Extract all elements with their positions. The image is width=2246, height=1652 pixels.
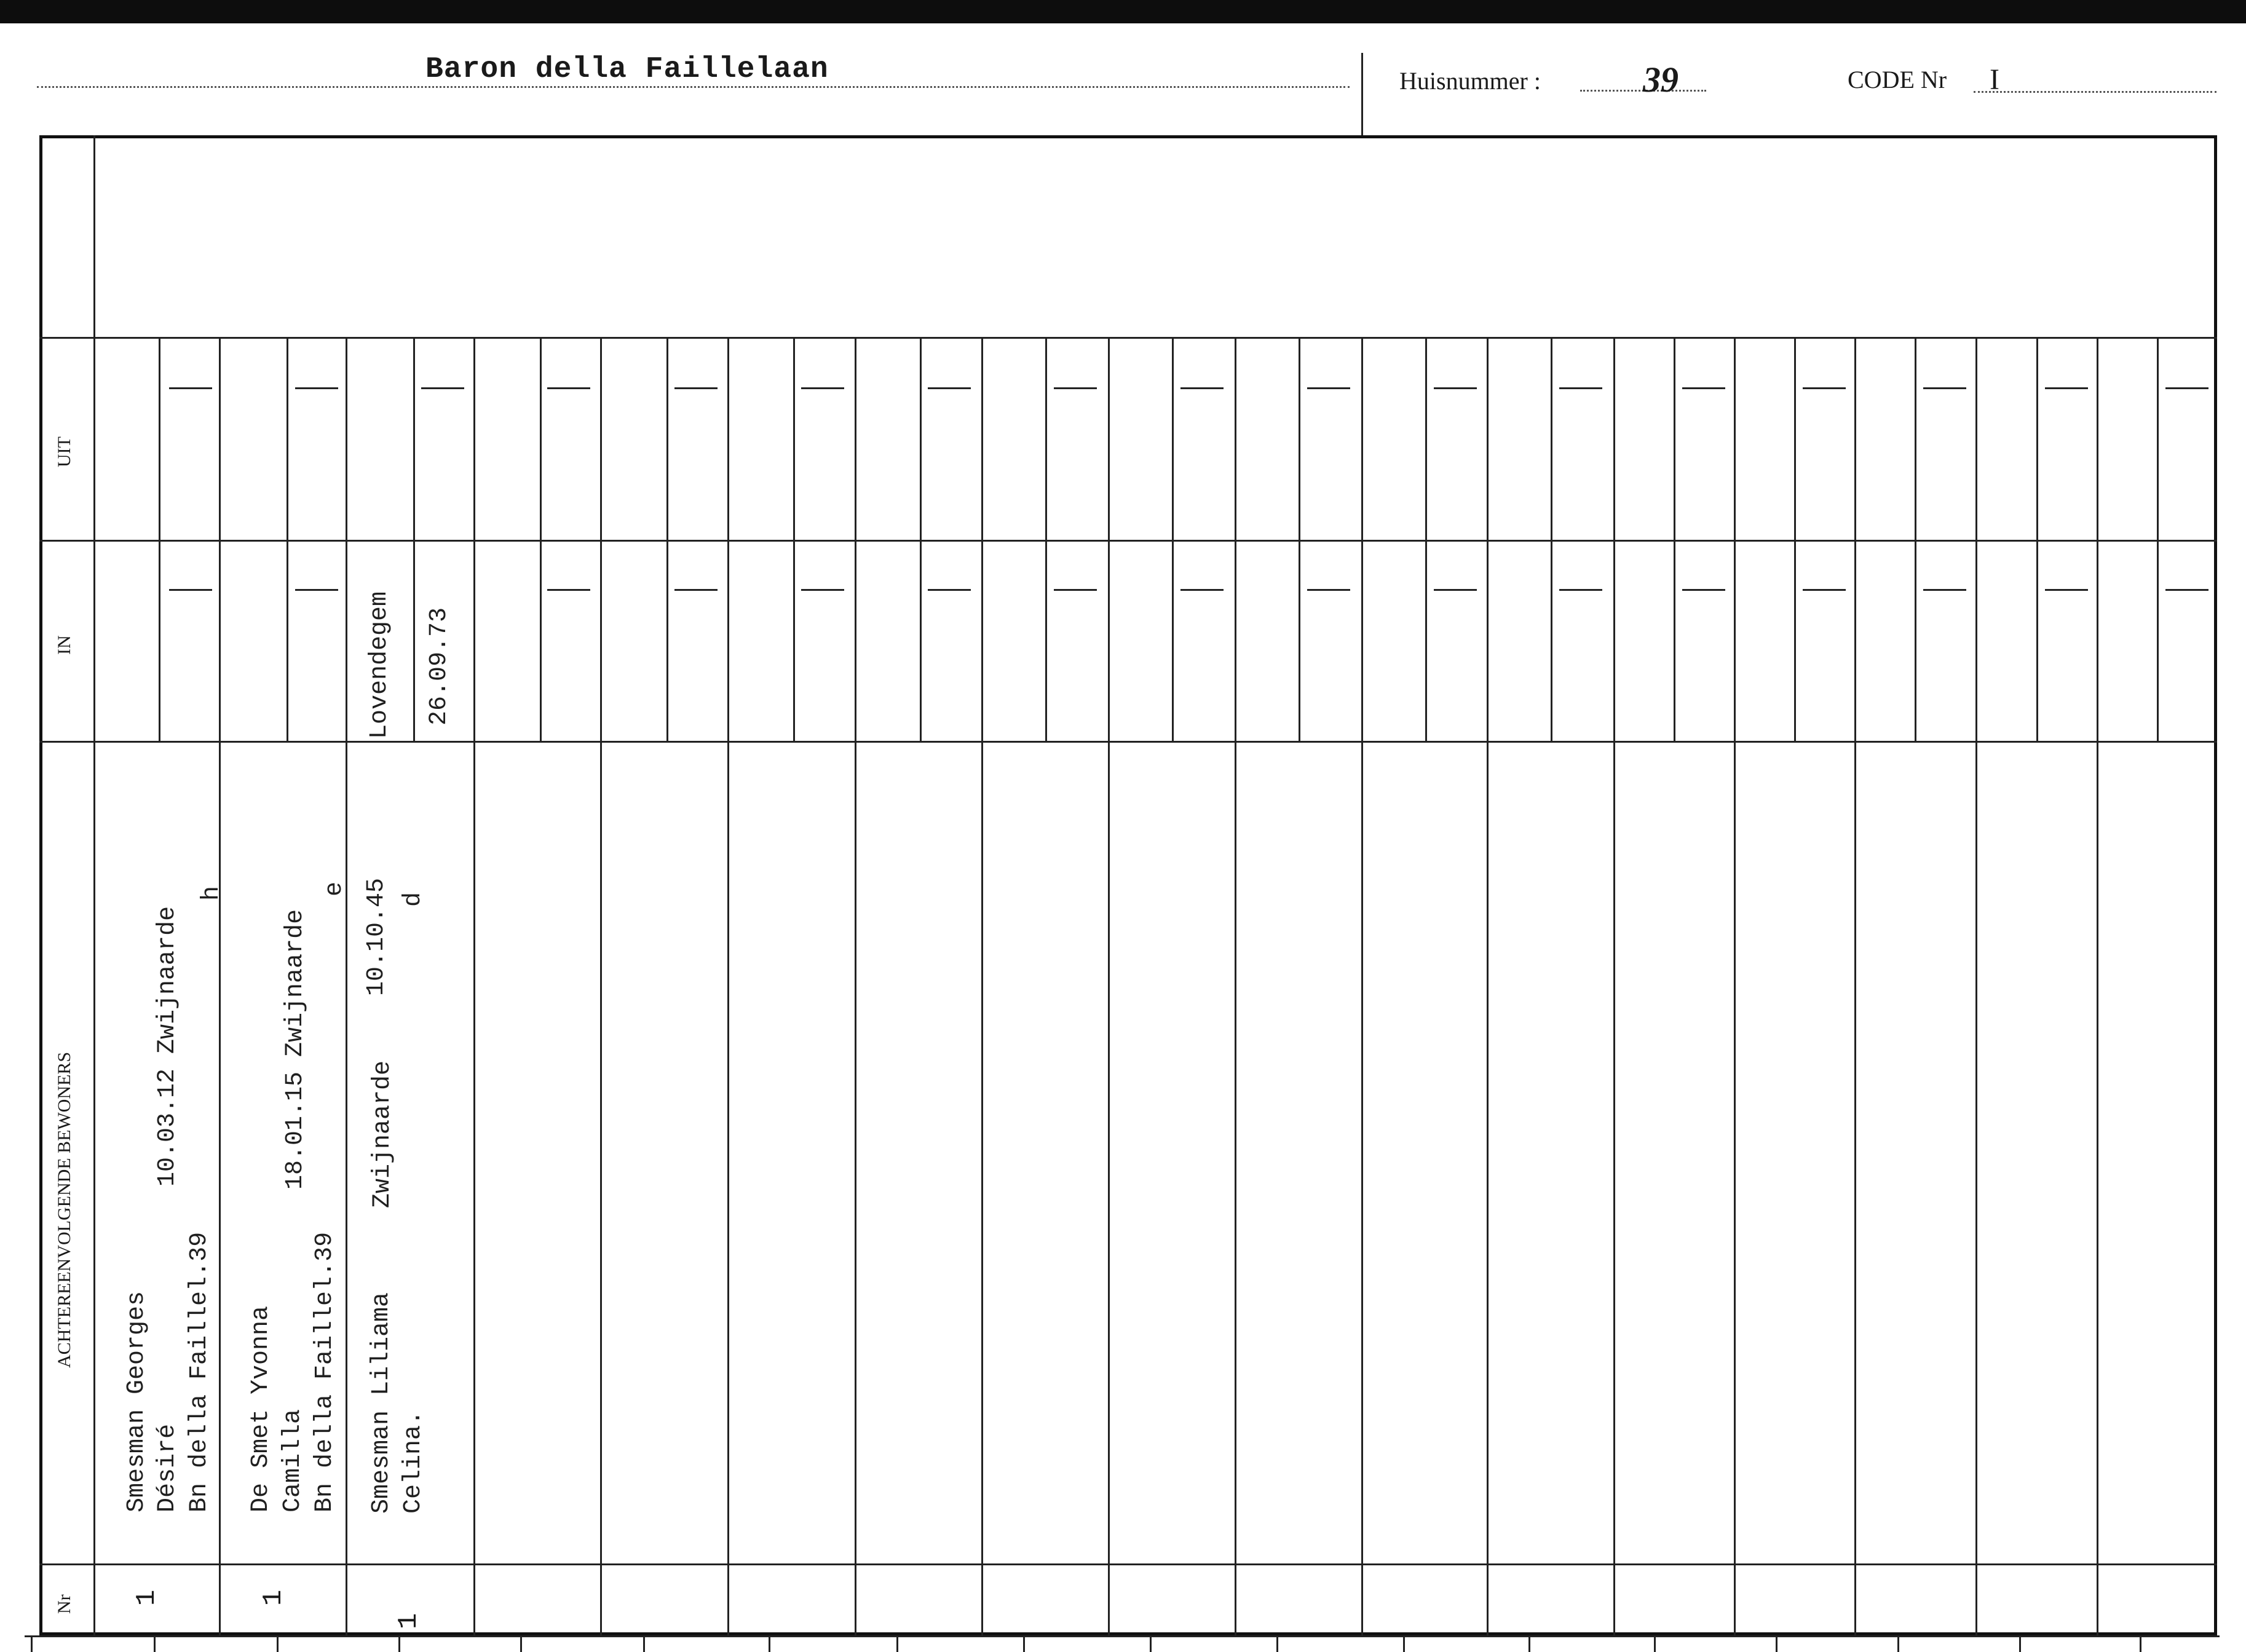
- uit-empty-dash: [928, 387, 971, 389]
- sub-column-divider: [1794, 337, 1796, 741]
- in-empty-dash: [1803, 589, 1846, 591]
- column-divider: [727, 337, 729, 1635]
- column-divider: [1487, 337, 1489, 1635]
- sub-column-divider: [159, 337, 160, 741]
- bottom-tick: [1403, 1635, 1405, 1652]
- column-divider: [855, 337, 856, 1635]
- uit-empty-dash: [674, 387, 718, 389]
- sub-column-divider: [1299, 337, 1300, 741]
- column-divider: [1235, 337, 1236, 1635]
- resident-1-name: Smesman Georges: [123, 1290, 151, 1512]
- house-number-value: 39: [1643, 60, 1679, 100]
- resident-1-suffix: h: [198, 885, 226, 901]
- uit-empty-dash: [1803, 387, 1846, 389]
- sub-column-divider: [287, 337, 288, 741]
- sub-column-divider: [1045, 337, 1047, 741]
- in-empty-dash: [169, 589, 212, 591]
- bottom-tick: [1654, 1635, 1656, 1652]
- sub-column-divider: [413, 337, 415, 741]
- bottom-tick: [154, 1635, 156, 1652]
- resident-1-given-name: Désiré: [154, 1423, 181, 1512]
- bottom-tick: [1276, 1635, 1278, 1652]
- bottom-ruler-line: [25, 1635, 2220, 1637]
- column-divider: [1361, 337, 1363, 1635]
- bottom-tick: [1150, 1635, 1152, 1652]
- resident-1-nr: 1: [132, 1589, 162, 1606]
- house-number-label: Huisnummer :: [1399, 67, 1541, 95]
- sub-column-divider: [1425, 337, 1427, 741]
- bottom-tick: [2140, 1635, 2141, 1652]
- resident-2-name: De Smet Yvonna: [247, 1305, 275, 1512]
- bottom-tick: [277, 1635, 279, 1652]
- resident-2-birth: 18.01.15 Zwijnaarde: [282, 909, 309, 1190]
- resident-3-given-name: Celina.: [400, 1410, 427, 1514]
- column-divider: [981, 337, 983, 1635]
- resident-3-nr: 1: [393, 1613, 424, 1629]
- in-empty-dash: [1559, 589, 1602, 591]
- uit-empty-dash: [1434, 387, 1477, 389]
- in-empty-dash: [1434, 589, 1477, 591]
- bottom-tick: [896, 1635, 898, 1652]
- column-divider: [346, 337, 347, 1635]
- resident-3-in-date: 26.09.73: [425, 607, 453, 725]
- sub-column-divider: [540, 337, 542, 741]
- sub-column-divider: [1915, 337, 1916, 741]
- resident-2-address: Bn della Faillel.39: [311, 1231, 339, 1512]
- street-dotted-line: [37, 86, 1350, 88]
- uit-empty-dash: [1307, 387, 1350, 389]
- bottom-tick: [643, 1635, 645, 1652]
- uit-empty-dash: [1559, 387, 1602, 389]
- column-divider: [600, 337, 602, 1635]
- label-column-divider: [93, 135, 95, 1635]
- row-divider-residents-nr: [39, 1563, 2217, 1565]
- bottom-tick: [2019, 1635, 2021, 1652]
- bottom-tick: [1528, 1635, 1530, 1652]
- resident-3-birth-date: 10.10.45: [363, 877, 390, 996]
- code-value: I: [1990, 63, 1999, 96]
- column-divider: [1108, 337, 1110, 1635]
- in-empty-dash: [674, 589, 718, 591]
- uit-empty-dash: [2165, 387, 2208, 389]
- sub-column-divider: [1551, 337, 1552, 741]
- column-divider: [1854, 337, 1856, 1635]
- in-empty-dash: [928, 589, 971, 591]
- uit-empty-dash: [169, 387, 212, 389]
- row-label-residents: ACHTEREENVOLGENDE BEWONERS: [54, 1051, 74, 1368]
- resident-3-birth-place: Zwijnaarde: [369, 1060, 397, 1208]
- code-label: CODE Nr: [1848, 66, 1947, 93]
- in-empty-dash: [1923, 589, 1966, 591]
- resident-3-suffix: d: [400, 891, 427, 907]
- header-separator: [1361, 53, 1363, 135]
- in-empty-dash: [801, 589, 844, 591]
- street-name: Baron della Faillelaan: [425, 53, 829, 86]
- bottom-tick: [520, 1635, 522, 1652]
- row-label-in: IN: [54, 635, 74, 655]
- in-empty-dash: [1307, 589, 1350, 591]
- column-divider: [1975, 337, 1977, 1635]
- bottom-tick: [769, 1635, 770, 1652]
- sub-column-divider: [1172, 337, 1174, 741]
- sub-column-divider: [666, 337, 668, 741]
- row-divider-top: [39, 337, 2217, 339]
- resident-1-birth: 10.03.12 Zwijnaarde: [154, 906, 181, 1187]
- column-divider: [1613, 337, 1615, 1635]
- bottom-tick: [398, 1635, 400, 1652]
- uit-empty-dash: [1923, 387, 1966, 389]
- column-divider: [473, 337, 475, 1635]
- uit-empty-dash: [421, 387, 464, 389]
- in-empty-dash: [2165, 589, 2208, 591]
- in-empty-dash: [295, 589, 338, 591]
- bottom-tick: [1897, 1635, 1899, 1652]
- uit-empty-dash: [1180, 387, 1224, 389]
- bottom-tick: [1776, 1635, 1777, 1652]
- uit-empty-dash: [547, 387, 590, 389]
- column-divider: [219, 337, 221, 1635]
- uit-empty-dash: [801, 387, 844, 389]
- uit-empty-dash: [1054, 387, 1097, 389]
- row-divider-uit-in: [39, 540, 2217, 542]
- sub-column-divider: [1674, 337, 1675, 741]
- sub-column-divider: [2036, 337, 2038, 741]
- in-empty-dash: [1054, 589, 1097, 591]
- uit-empty-dash: [295, 387, 338, 389]
- sub-column-divider: [2157, 337, 2159, 741]
- scan-top-edge: [0, 0, 2246, 23]
- bottom-tick: [1023, 1635, 1025, 1652]
- in-empty-dash: [547, 589, 590, 591]
- in-empty-dash: [1180, 589, 1224, 591]
- sub-column-divider: [920, 337, 922, 741]
- uit-empty-dash: [1682, 387, 1725, 389]
- uit-empty-dash: [2045, 387, 2088, 389]
- column-divider: [2097, 337, 2098, 1635]
- row-divider-in-residents: [39, 741, 2217, 743]
- resident-3-name: Smesman Liliama: [368, 1292, 395, 1514]
- column-divider: [1734, 337, 1736, 1635]
- resident-2-suffix: e: [321, 881, 349, 896]
- row-label-uit: UIT: [54, 437, 74, 467]
- resident-1-address: Bn della Faillel.39: [186, 1231, 213, 1512]
- row-label-nr: Nr: [54, 1594, 74, 1614]
- bottom-tick: [31, 1635, 33, 1652]
- sub-column-divider: [793, 337, 795, 741]
- code-dotted-line: [1974, 91, 2216, 93]
- resident-3-in-place: Lovendegem: [366, 591, 393, 739]
- resident-2-nr: 1: [258, 1589, 289, 1606]
- in-empty-dash: [2045, 589, 2088, 591]
- in-empty-dash: [1682, 589, 1725, 591]
- resident-2-given-name: Camilla: [279, 1409, 307, 1512]
